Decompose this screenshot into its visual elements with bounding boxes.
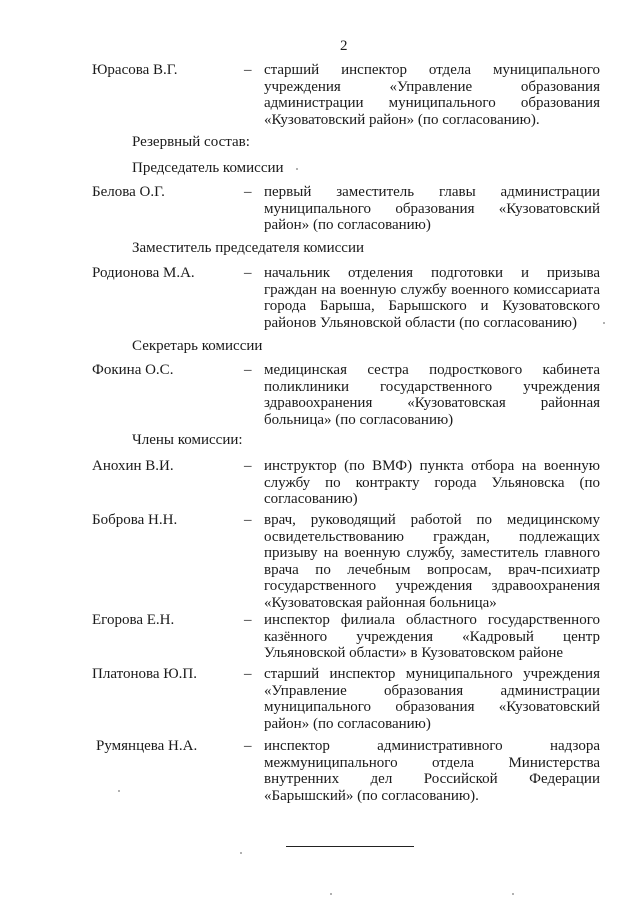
- member-description: старший инспектор отдела муниципального учреждения «Управление образования администрации муниципального образования «Кузоватовский район» (по согласованию).: [264, 62, 600, 128]
- deputy-heading: Заместитель председателя комиссии: [132, 240, 365, 256]
- dash: –: [244, 184, 252, 200]
- member-description: врач, руководящий работой по медицинскому освидетельствованию граждан, подлежащих призыву на военную службу, заместитель главного врача по лечебным вопросам, врач-психиатр государственного учреждения здравоохранения «Кузоватовская районная больница»: [264, 512, 600, 611]
- member-name: Платонова Ю.П.: [92, 666, 198, 682]
- member-name: Белова О.Г.: [92, 184, 165, 200]
- page-number: 2: [340, 38, 348, 54]
- dash: –: [244, 512, 252, 528]
- dash: –: [244, 458, 252, 474]
- dash: –: [244, 666, 252, 682]
- dash: –: [244, 362, 252, 378]
- member-name: Юрасова В.Г.: [92, 62, 178, 78]
- members-heading: Члены комиссии:: [132, 432, 243, 448]
- secretary-heading: Секретарь комиссии: [132, 338, 263, 354]
- scan-speck: [512, 893, 514, 895]
- scan-speck: [330, 893, 332, 895]
- member-description: старший инспектор муниципального учреждения «Управление образования администрации муниципального образования «Кузоватовский район» (по согласованию): [264, 666, 600, 732]
- scan-speck: [603, 322, 605, 324]
- member-description: инспектор филиала областного государственного казённого учреждения «Кадровый центр Ульяновской области» в Кузоватовском районе: [264, 612, 600, 661]
- member-name: Егорова Е.Н.: [92, 612, 175, 628]
- member-name: Румянцева Н.А.: [96, 738, 198, 754]
- reserve-title: Резервный состав:: [132, 134, 250, 150]
- dash: –: [244, 265, 252, 281]
- member-name: Боброва Н.Н.: [92, 512, 178, 528]
- dash: –: [244, 612, 252, 628]
- member-description: инспектор административного надзора межмуниципального отдела Министерства внутренних дел Российской Федерации «Барышский» (по согласованию).: [264, 738, 600, 804]
- chair-heading: Председатель комиссии: [132, 160, 284, 176]
- scan-speck: [296, 168, 298, 170]
- member-description: инструктор (по ВМФ) пункта отбора на военную службу по контракту города Ульяновска (по согласованию): [264, 458, 600, 507]
- member-name: Анохин В.И.: [92, 458, 174, 474]
- scan-speck: [240, 852, 242, 854]
- dash: –: [244, 738, 252, 754]
- member-name: Фокина О.С.: [92, 362, 174, 378]
- scan-speck: [118, 790, 120, 792]
- member-name: Родионова М.А.: [92, 265, 195, 281]
- member-description: медицинская сестра подросткового кабинета поликлиники государственного учреждения здравоохранения «Кузоватовская районная больница» (по согласованию): [264, 362, 600, 428]
- member-description: начальник отделения подготовки и призыва граждан на военную службу военного комиссариата города Барыша, Барышского и Кузоватовского районов Ульяновской области (по согласованию): [264, 265, 600, 331]
- dash: –: [244, 62, 252, 78]
- end-rule-line: [286, 846, 414, 847]
- member-description: первый заместитель главы администрации муниципального образования «Кузоватовский район» (по согласованию): [264, 184, 600, 233]
